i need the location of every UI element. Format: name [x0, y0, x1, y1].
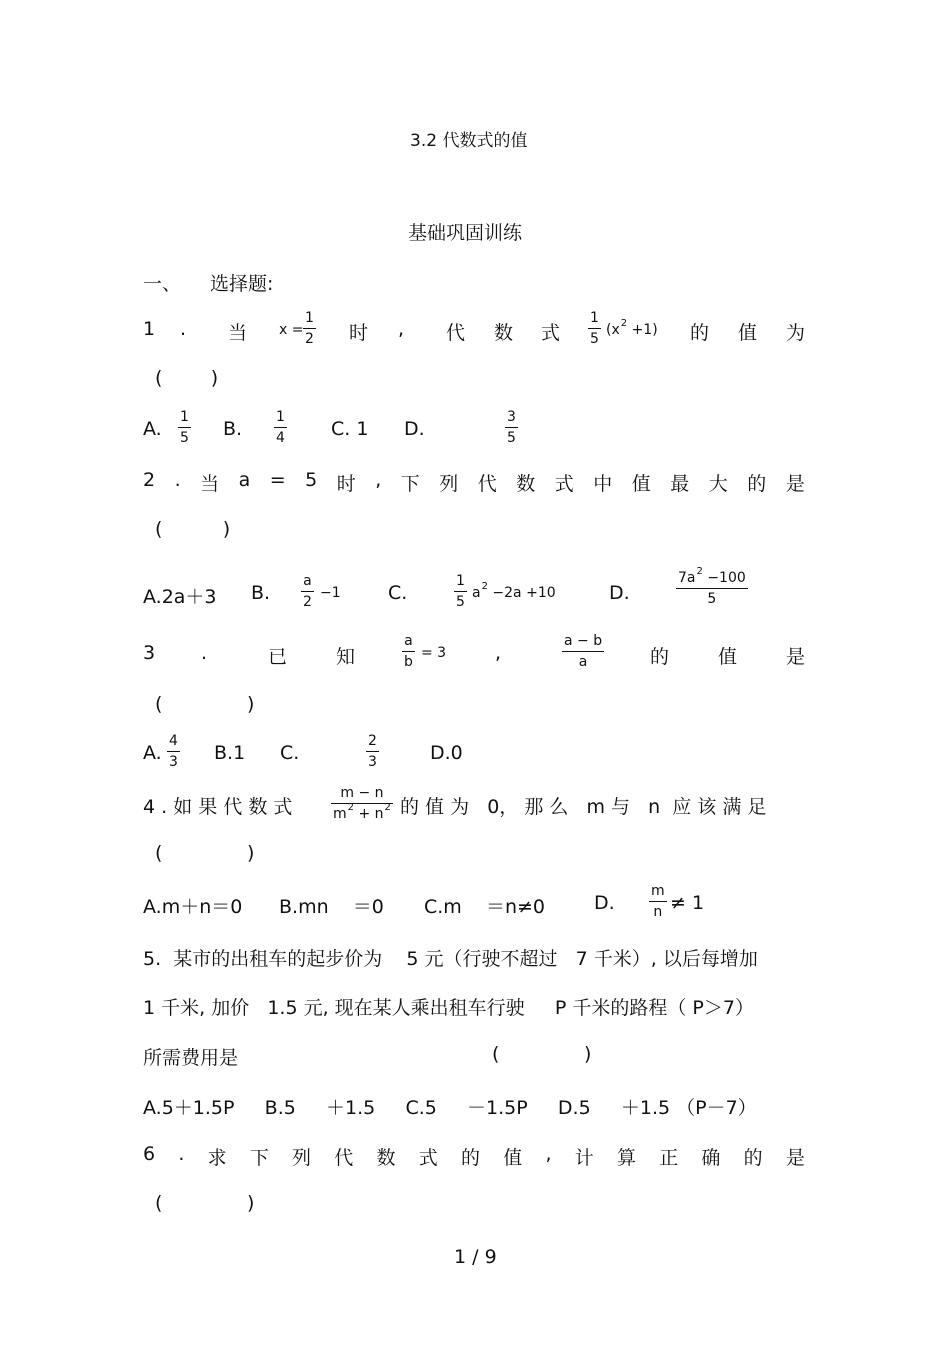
- q2-option-a: A.2a＋3: [143, 586, 217, 608]
- q1-wei: 为: [786, 322, 806, 344]
- q3-option-c-num: 2: [368, 733, 377, 749]
- q3-de: 的: [650, 646, 670, 668]
- q1-option-b-num: 1: [276, 409, 285, 425]
- q3-fraction: [402, 634, 415, 669]
- q3-frac-den: b: [404, 654, 413, 670]
- q3-expr-num: a − b: [564, 633, 603, 649]
- q1-number: 1: [143, 318, 156, 340]
- q2-option-c-sup: 2: [481, 581, 488, 592]
- q2-option-c-body: [472, 581, 556, 601]
- q1-frac-den: 2: [305, 331, 314, 347]
- q1-expr-open: (x: [606, 322, 620, 338]
- q1-option-d-den: 5: [507, 430, 516, 446]
- q2-option-d-fraction: [676, 566, 748, 607]
- document-title: 3.2 代数式的值: [410, 131, 528, 151]
- q1-when: 当: [228, 322, 248, 344]
- q2-word: 时: [336, 473, 356, 495]
- q1-option-b-label: B.: [223, 418, 243, 440]
- q6-word: 算: [616, 1147, 636, 1169]
- q4-frac-sup2: 2: [384, 802, 391, 813]
- q3-answer-bracket: ( ): [155, 693, 255, 715]
- q6-word: .: [178, 1143, 185, 1165]
- part-label: 选择题:: [210, 273, 274, 295]
- q2-option-c-fraction: [454, 574, 467, 609]
- q6-word: 列: [292, 1147, 312, 1169]
- q6-word: 的: [743, 1147, 763, 1169]
- q3-expr-den: a: [578, 654, 588, 670]
- q6-word: 正: [659, 1147, 679, 1169]
- q4-answer-bracket: ( ): [155, 842, 255, 864]
- q1-zhi: 值: [738, 322, 758, 344]
- q1-expr-sup: 2: [620, 318, 628, 329]
- q3-option-a-num: 4: [169, 733, 178, 749]
- q2-word: ,: [375, 469, 382, 491]
- q2-answer-bracket: ( ): [155, 518, 231, 540]
- q1-de: 的: [690, 322, 710, 344]
- q3-frac-num: a: [404, 633, 413, 649]
- q3-yi: 已: [268, 646, 288, 668]
- q5-options: A.5＋1.5P B.5 ＋1.5 C.5 －1.5P D.5 ＋1.5 （P－7）: [143, 1097, 757, 1119]
- q1-option-a-fraction: [178, 410, 191, 445]
- q2-word: 2: [143, 469, 156, 491]
- q2-word: 数: [516, 473, 536, 495]
- q3-option-c-den: 3: [368, 754, 377, 770]
- q3-zhi2: 值: [718, 646, 738, 668]
- q2-word: 是: [785, 473, 805, 495]
- q3-comma: ,: [495, 642, 502, 664]
- q4-fraction: [331, 786, 393, 821]
- q6-stem: [143, 1143, 805, 1170]
- q5-line-3: 所需费用是: [143, 1047, 239, 1069]
- q4-option-a: A.m＋n＝0: [143, 896, 243, 918]
- q6-word: 的: [460, 1147, 480, 1169]
- q2-word: 当: [200, 473, 220, 495]
- q4-frac-den-mid: + n: [354, 806, 384, 822]
- q2-option-c-den: 5: [456, 594, 465, 610]
- q1-x-eq: x =: [279, 322, 304, 338]
- q4-frac-den-m: m: [333, 806, 347, 822]
- q3-option-c-label: C.: [280, 742, 300, 764]
- part-number: 一、: [143, 273, 182, 295]
- q2-word: 列: [439, 473, 459, 495]
- q2-word: 式: [554, 473, 574, 495]
- q2-option-b-rest: −1: [320, 585, 341, 601]
- q2-word: 代: [477, 473, 497, 495]
- q2-word: =: [269, 469, 286, 491]
- q2-option-d-den: 5: [707, 591, 717, 607]
- q1-shi: 时: [349, 322, 369, 344]
- q4-option-d-den: n: [653, 904, 663, 920]
- q2-option-d-7a: 7a: [678, 570, 696, 586]
- q2-option-d-sup: 2: [696, 566, 703, 577]
- q6-word: 是: [785, 1147, 805, 1169]
- q1-option-d-fraction: [505, 410, 518, 445]
- q6-word: 下: [249, 1147, 269, 1169]
- q4-lead: 4 . 如 果 代 数 式: [143, 796, 293, 818]
- q1-option-a-num: 1: [180, 409, 189, 425]
- q1-option-d-num: 3: [507, 409, 516, 425]
- q3-option-a-den: 3: [169, 754, 178, 770]
- q1-frac-num: 1: [305, 310, 314, 326]
- q1-shi2: 式: [541, 322, 561, 344]
- q4-frac-sup1: 2: [347, 802, 355, 813]
- q5-line-2: 1 千米, 加价 1.5 元, 现在某人乘出租车行驶 P 千米的路程（ P＞7）: [143, 997, 754, 1019]
- q2-option-c-label: C.: [388, 582, 408, 604]
- page-number: 1 / 9: [454, 1246, 497, 1268]
- q2-option-d-label: D.: [609, 582, 630, 604]
- q3-expr-fraction: [562, 634, 604, 669]
- q2-word: .: [174, 469, 181, 491]
- q1-expr-num: 1: [590, 310, 599, 326]
- q2-option-c-a: a: [472, 585, 481, 601]
- q6-word: 确: [701, 1147, 721, 1169]
- q1-expr-rest: +1): [631, 322, 658, 338]
- q3-option-a-label: A.: [143, 742, 162, 764]
- q5-answer-bracket: ( ): [492, 1043, 592, 1065]
- q1-shu: 数: [494, 322, 514, 344]
- q6-answer-bracket: ( ): [155, 1192, 255, 1214]
- q6-word: 代: [334, 1147, 354, 1169]
- q1-option-a-label: A.: [143, 418, 162, 440]
- q3-zhi: 知: [336, 646, 356, 668]
- q6-word: 求: [207, 1147, 227, 1169]
- q1-fraction: [303, 311, 316, 346]
- q1-option-a-den: 5: [180, 430, 189, 446]
- q2-word: 5: [305, 469, 318, 491]
- q2-word: 下: [400, 473, 420, 495]
- q1-option-d-label: D.: [404, 418, 425, 440]
- q1-expr-fraction: [588, 311, 601, 346]
- q2-word: 中: [593, 473, 613, 495]
- q2-option-b-num: a: [303, 573, 312, 589]
- section-title: 基础巩固训练: [408, 222, 523, 244]
- q1-expr-body: [606, 318, 658, 338]
- q4-frac-num: m − n: [340, 785, 384, 801]
- q1-option-c: C. 1: [331, 418, 369, 440]
- q2-option-d-num: [676, 566, 748, 586]
- q6-word: 值: [503, 1147, 523, 1169]
- q3-number: 3: [143, 642, 156, 664]
- q6-word: 计: [574, 1147, 594, 1169]
- q1-option-b-den: 4: [276, 430, 285, 446]
- q2-word: 大: [708, 473, 728, 495]
- q6-word: 数: [376, 1147, 396, 1169]
- q3-eq-three: = 3: [421, 645, 447, 661]
- q3-option-c-fraction: [366, 734, 379, 769]
- q4-option-d-rest: ≠ 1: [670, 892, 705, 914]
- q3-option-b: B.1: [214, 742, 246, 764]
- q2-option-d-rest: −100: [707, 570, 746, 586]
- q2-word: 值: [631, 473, 651, 495]
- q6-word: 式: [418, 1147, 438, 1169]
- q1-dot: .: [180, 318, 187, 340]
- q5-line-1: 5. 某市的出租车的起步价为 5 元（行驶不超过 7 千米）, 以后每增加: [143, 948, 758, 970]
- q2-option-b-label: B.: [251, 582, 271, 604]
- q2-option-c-num: 1: [456, 573, 465, 589]
- q1-dai: 代: [446, 322, 466, 344]
- q2-option-b-fraction: [301, 574, 314, 609]
- q3-option-d: D.0: [430, 742, 463, 764]
- q1-answer-bracket: ( ): [155, 367, 219, 389]
- q6-word: 6: [143, 1143, 156, 1165]
- q2-stem: [143, 469, 805, 496]
- q3-option-a-fraction: [167, 734, 180, 769]
- q2-word: 最: [670, 473, 690, 495]
- q4-option-c: C.m ＝n≠0: [424, 896, 546, 918]
- q4-rest: 的 值 为 0， 那 么 m 与 n 应 该 满 足: [400, 796, 767, 818]
- q4-option-b: B.mn ＝0: [279, 896, 384, 918]
- q1-option-b-fraction: [274, 410, 287, 445]
- q2-word: 的: [747, 473, 767, 495]
- q2-option-b-den: 2: [303, 594, 312, 610]
- q4-frac-den: [331, 802, 393, 822]
- q3-dot: .: [201, 642, 208, 664]
- q2-word: a: [238, 469, 251, 491]
- q4-option-d-label: D.: [594, 892, 615, 914]
- q4-option-d-num: m: [651, 883, 665, 899]
- q3-shi: 是: [786, 646, 806, 668]
- q1-comma: ,: [398, 318, 405, 340]
- q2-option-c-rest: −2a +10: [492, 585, 556, 601]
- q4-option-d-fraction: [649, 884, 667, 919]
- q1-expr-den: 5: [590, 331, 599, 347]
- q6-word: ,: [545, 1143, 552, 1165]
